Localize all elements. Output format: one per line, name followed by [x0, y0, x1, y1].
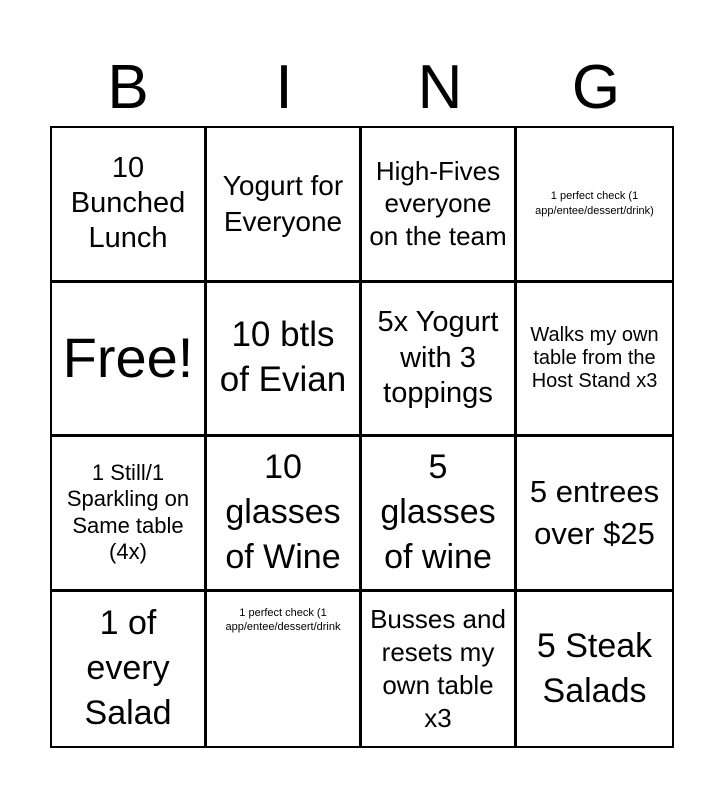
bingo-cell[interactable]: Yogurt for Everyone: [207, 128, 362, 283]
bingo-cell[interactable]: 5 Steak Salads: [536, 626, 653, 710]
bingo-cell[interactable]: 10 Bunched Lunch: [52, 128, 207, 283]
header-letter-n: N: [417, 53, 463, 122]
bingo-cell[interactable]: 10 btls of Evian: [207, 283, 362, 438]
bingo-cell[interactable]: Walks my own table from the Host Stand x3: [517, 283, 672, 438]
bingo-cell[interactable]: 1 of every Salad: [52, 592, 207, 747]
header-letter-b: B: [107, 53, 149, 122]
bingo-header: [50, 50, 674, 126]
bingo-grid: [50, 126, 674, 748]
header-letter-i: I: [275, 53, 293, 122]
bingo-cell[interactable]: 1 perfect check (1 app/entee/dessert/drink): [517, 128, 672, 283]
bingo-cell[interactable]: Busses and resets my own table x3: [362, 592, 517, 747]
bingo-cell[interactable]: 1 perfect check (1 app/entee/dessert/drink: [207, 592, 362, 747]
bingo-cell[interactable]: 1 Still/1 Sparkling on Same table (4x): [52, 437, 207, 592]
bingo-cell[interactable]: High-Fives everyone on the team: [362, 128, 517, 283]
header-letter-g: G: [571, 53, 621, 122]
bingo-cell[interactable]: 10 glasses of Wine: [207, 437, 362, 592]
bingo-cell[interactable]: 5 glasses of wine: [362, 437, 517, 592]
bingo-cell-free[interactable]: Free!: [52, 283, 207, 438]
bingo-cell[interactable]: 5 entrees over $25: [517, 437, 672, 592]
bingo-cell[interactable]: 5x Yogurt with 3 toppings: [362, 283, 517, 438]
